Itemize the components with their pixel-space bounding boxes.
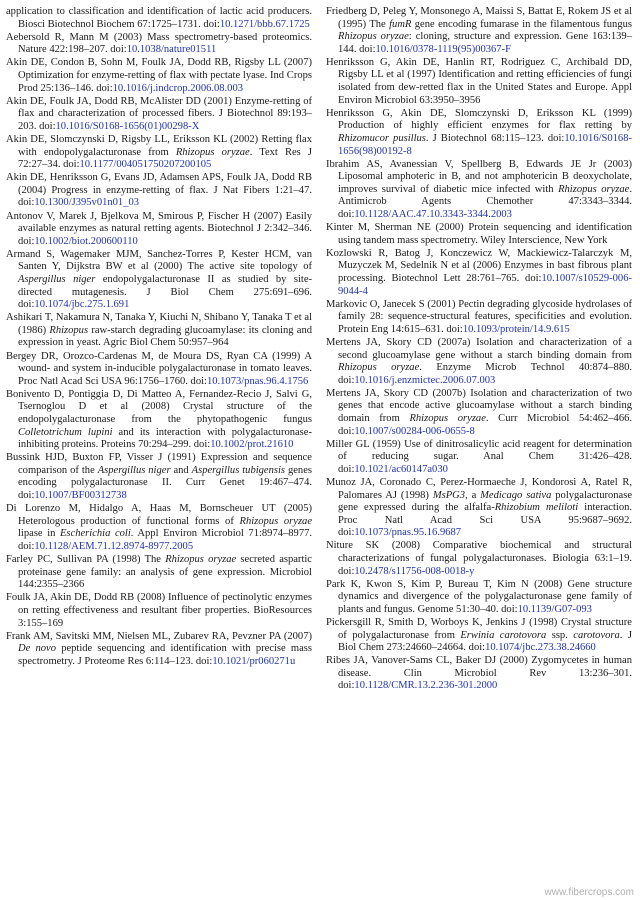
reference-text: Akin DE, Foulk JA, Dodd RB, McAlister DD (2001) Enzyme-retting of flax and characterization of processed fibers. J Biotechnol 89:193–203. doi:: [6, 95, 312, 132]
doi-link[interactable]: 10.1007/s10529-006-9044-4: [338, 272, 632, 297]
reference-entry: [6, 172, 312, 210]
reference-entry: [326, 439, 632, 477]
doi-link[interactable]: 10.1128/AAC.47.10.3343-3344.2003: [354, 209, 512, 220]
species-name: Rhizopus: [49, 324, 89, 336]
reference-text: . J Biotechnol 68:115–123. doi:: [425, 132, 565, 144]
species-name: Colletotrichum lupini: [18, 426, 113, 438]
doi-link[interactable]: 10.1300/J395v01n01_03: [34, 197, 140, 209]
reference-text: , a: [465, 489, 481, 501]
reference-text: Markovic O, Janecek S (2001) Pectin degrading glycoside hydrolases of family 28: sequence-structural features, specificities and evolution. Protein Eng 14:615–631. doi:: [326, 298, 632, 335]
reference-entry: [6, 503, 312, 553]
reference-entry: [326, 477, 632, 540]
reference-text: lipase in: [18, 528, 60, 540]
reference-text: Akin DE, Henriksson G, Evans JD, Adamsen APS, Foulk JA, Dodd RB (2004) Progress in enzyme-retting of flax. J Nat Fibers 1:21–47. doi:: [6, 172, 312, 209]
reference-text: . Text Res J 72:27–34. doi:: [18, 146, 312, 171]
reference-text: Henriksson G, Akin DE, Hanlin RT, Rodriguez C, Archibald DD, Rigsby LL et al (1997) Identification and retting efficiencies of fungi isolated from dew-retted flax in the United States and Europe. Appl Environ Microbiol 63:3950–3956: [326, 56, 632, 106]
reference-entry: [6, 6, 312, 31]
reference-text: endopolygalacturonase II as studied by site-directed mutagenesis. J Biol Chem 275:691–696. doi:: [18, 273, 313, 311]
reference-text: . Curr Microbiol 54:462–466. doi:: [338, 413, 633, 437]
doi-link[interactable]: 10.1007/s00284-006-0655-8: [354, 425, 475, 437]
reference-text: ssp.: [546, 629, 574, 641]
reference-text: Kinter M, Sherman NE (2000) Protein sequencing and identification using tandem mass spectrometry. Wiley Interscience, New York: [326, 222, 632, 246]
reference-entry: [326, 579, 632, 617]
reference-entry: [6, 57, 312, 95]
reference-entry: [6, 96, 312, 134]
doi-link[interactable]: 10.1128/CMR.13.2.236-301.2000: [354, 680, 498, 692]
species-name: Aspergillus niger: [97, 464, 171, 476]
reference-entry: [6, 351, 312, 389]
reference-text: Di Lorenzo M, Hidalgo A, Haas M, Bornscheuer UT (2005) Heterologous production of functional forms of: [6, 503, 312, 527]
doi-link[interactable]: 10.1002/prot.21610: [210, 439, 294, 451]
reference-text: and its interaction with polygalacturonase-inhibiting proteins. Proteins 70:294–299. doi:: [18, 426, 312, 451]
reference-entry: [6, 312, 312, 350]
reference-entry: [6, 32, 312, 57]
reference-text: . Antimicrob Agents Chemother 47:3343–3344. doi:: [338, 183, 632, 220]
reference-entry: [6, 249, 312, 312]
reference-entry: [326, 108, 632, 158]
doi-link[interactable]: 10.1073/pnas.95.16.9687: [354, 527, 462, 539]
doi-link[interactable]: 10.1016/j.enzmictec.2006.07.003: [354, 374, 496, 386]
reference-text: gene encoding fumarase in the filamentous fungus: [411, 18, 632, 30]
species-name: Aspergillus niger: [18, 273, 96, 285]
doi-link[interactable]: 10.1073/pnas.96.4.1756: [206, 375, 309, 387]
reference-entry: [6, 452, 312, 502]
reference-entry: [6, 389, 312, 452]
doi-link[interactable]: 10.1016/S0168-1656(98)00192-8: [338, 132, 632, 157]
doi-link[interactable]: 10.1074/jbc.275.1.691: [34, 299, 130, 311]
doi-link[interactable]: 10.1002/biot.200600110: [34, 235, 138, 247]
species-name: carotovora: [573, 629, 620, 641]
doi-link[interactable]: 10.2478/s11756-008-0018-y: [354, 565, 475, 577]
doi-link[interactable]: 10.1038/nature01511: [126, 44, 217, 56]
reference-text: Bonivento D, Pontiggia D, Di Matteo A, Fernandez-Recio J, Salvi G, Tsernoglou D et al (2008) Crystal structure of the endopolygalacturonase from the phytopathogenic fungus: [6, 388, 312, 425]
species-name: Aspergillus tubigensis: [191, 464, 286, 476]
species-name: Rhizopus oryzae: [239, 515, 313, 527]
reference-text: Niture SK (2008) Comparative biochemical and structural characterizations of fungal polygalacturonases. Biologia 63:1–19. doi:: [326, 540, 632, 577]
species-name: Rhizopus oryzae: [175, 146, 250, 158]
species-name: fumR: [389, 18, 412, 30]
reference-entry: [326, 337, 632, 387]
reference-text: Ibrahim AS, Avanessian V, Spellberg B, Edwards JE Jr (2003) Liposomal amphoteric in B, and not amphotericin B deoxycholate, improves survival of diabetic mice infected with: [326, 158, 632, 195]
reference-text: Aebersold R, Mann M (2003) Mass spectrometry-based proteomics. Nature 422:198–207. doi:: [6, 31, 312, 56]
reference-entry: [326, 248, 632, 298]
reference-text: Mertens JA, Skory CD (2007b) Isolation and characterization of two genes that encode active glucoamylase without a starch binding domain from: [326, 387, 632, 424]
reference-text: Farley PC, Sullivan PA (1998) The: [6, 554, 166, 566]
reference-text: . Appl Environ Microbiol 71:8974–8977. doi:: [18, 528, 313, 552]
species-name: Rhizopus oryzae: [338, 31, 409, 43]
reference-entry: [326, 299, 632, 337]
reference-text: peptide sequencing and identification with precise mass spectrometry. J Proteome Res 6:114–123. doi:: [18, 643, 312, 667]
doi-link[interactable]: 10.1128/AEM.71.12.8974-8977.2005: [34, 540, 194, 552]
reference-text: . J Biol Chem 273:24660–24664. doi:: [338, 629, 632, 654]
species-name: Rhizopus oryzae: [165, 554, 237, 566]
reference-text: Pickersgill R, Smith D, Worboys K, Jenkins J (1998) Crystal structure of polygalacturonase from: [326, 617, 632, 641]
reference-columns: [6, 6, 632, 900]
doi-link[interactable]: 10.1021/ac60147a030: [354, 463, 448, 475]
species-name: Medicago sativa: [480, 489, 552, 501]
reference-text: Akin DE, Condon B, Sohn M, Foulk JA, Dodd RB, Rigsby LL (2007) Optimization for enzyme-retting of flax with pectate lyase. Ind Crops Prod 25:136–146. doi:: [6, 57, 312, 94]
reference-text: genes encoding polygalacturonase II. Curr Genet 19:467–474. doi:: [18, 464, 312, 502]
doi-link[interactable]: 10.1007/BF00312738: [34, 490, 127, 502]
reference-text: Henriksson G, Akin DE, Slomczynski D, Eriksson KL (1999) Production of highly efficient enzymes for flax retting by: [326, 107, 632, 132]
reference-text: Miller GL (1959) Use of dinitrosalicylic acid reagent for determination of reducing sugar. Anal Chem 31:426–428. doi:: [326, 438, 632, 475]
species-name: Escherichia coli: [59, 528, 131, 540]
species-name: Rhizopus oryzae: [409, 413, 486, 424]
reference-entry: [326, 655, 632, 693]
doi-link[interactable]: 10.1093/protein/14.9.615: [462, 323, 570, 335]
doi-link[interactable]: 10.1016/j.indcrop.2006.08.003: [112, 82, 244, 94]
reference-text: . Enzyme Microb Technol 40:874–880. doi:: [338, 362, 632, 386]
reference-text: Kozlowski R, Batog J, Konczewicz W, Mackiewicz-Talarczyk M, Muzyczek M, Sedelnik N et al (2006) Enzymes in bast fibrous plant processing. Biotechnol Lett 28:761–765. doi:: [326, 247, 632, 284]
reference-entry: [326, 222, 632, 247]
reference-text: : cloning, structure and expression. Gene 163:139–144. doi:: [338, 31, 632, 55]
reference-entry: [326, 159, 632, 222]
reference-text: interaction. Proc Natl Acad Sci USA 95:9687–9692. doi:: [338, 502, 632, 539]
doi-link[interactable]: 10.1021/pr060271u: [212, 655, 296, 667]
reference-text: Bussink HJD, Buxton FP, Visser J (1991) Expression and sequence comparison of the: [6, 452, 312, 476]
doi-link[interactable]: 10.1139/G07-093: [517, 603, 592, 615]
reference-text: Akin DE, Slomczynski D, Rigsby LL, Eriksson KL (2002) Retting flax with endopolygalacturonase from: [6, 133, 312, 158]
reference-text: application to classification and identification of lactic acid producers. Biosci Biotechnol Biochem 67:1725–1731. doi:: [6, 6, 312, 30]
reference-entry: [6, 631, 312, 669]
species-name: MsPG3: [432, 489, 466, 501]
reference-text: Ashikari T, Nakamura N, Tanaka Y, Kiuchi N, Shibano Y, Tanaka T et al (1986): [6, 312, 312, 336]
reference-text: raw-starch degrading glucoamylase: its cloning and expression in yeast. Agric Biol Chem 50:957–964: [18, 324, 312, 349]
reference-text: Park K, Kwon S, Kim P, Bureau T, Kim N (2008) Gene structure dynamics and divergence of the polygalacturonase gene family of plants and fungus. Genome 51:30–40. doi:: [326, 578, 632, 615]
reference-entry: [326, 617, 632, 655]
reference-text: Frank AM, Savitski MM, Nielsen ML, Zubarev RA, Pevzner PA (2007): [6, 630, 312, 642]
reference-text: Bergey DR, Orozco-Cardenas M, de Moura DS, Ryan CA (1999) A wound- and system in-inducible polygalacturonase in tomato leaves. Proc Natl Acad Sci USA 96:1756–1760. doi:: [6, 350, 312, 387]
reference-text: Foulk JA, Akin DE, Dodd RB (2008) Influence of pectinolytic enzymes on retting effectiveness and resultant fiber properties. BioResources 3:155–169: [6, 592, 312, 629]
reference-entry: [6, 134, 312, 172]
reference-entry: [6, 211, 312, 249]
reference-entry: [326, 6, 632, 56]
reference-entry: [326, 388, 632, 438]
left-column: [6, 6, 312, 900]
reference-text: Antonov V, Marek J, Bjelkova M, Smirous P, Fischer H (2007) Easily available enzymes as natural retting agents. Biotechnol J 2:342–346. doi:: [6, 210, 312, 247]
doi-link[interactable]: 10.1177/004051750207200105: [79, 159, 212, 171]
species-name: De novo: [18, 643, 56, 655]
species-name: Erwinia carotovora: [460, 629, 547, 641]
doi-link[interactable]: 10.1074/jbc.273.38.24660: [485, 642, 596, 654]
reference-entry: [326, 57, 632, 107]
right-column: [326, 6, 632, 900]
species-name: Rhizomucor pusillus: [338, 132, 426, 144]
doi-link[interactable]: 10.1271/bbb.67.1725: [219, 18, 310, 30]
reference-text: and: [170, 464, 192, 476]
watermark: www.fibercrops.com: [544, 887, 634, 898]
reference-entry: [326, 540, 632, 578]
reference-text: secreted aspartic proteinase gene family: an analysis of gene expression. Microbiol 144:2355–2366: [18, 554, 312, 591]
reference-text: Armand S, Wagemaker MJM, Sanchez-Torres P, Kester HCM, van Santen Y, Dijkstra BW et al (2000) The active site topology of: [6, 248, 312, 273]
species-name: Rhizobium meliloti: [494, 502, 579, 514]
reference-entry: [6, 554, 312, 592]
species-name: Rhizopus oryzae: [558, 183, 630, 195]
species-name: Rhizopus oryzae: [338, 362, 420, 374]
reference-text: Mertens JA, Skory CD (2007a) Isolation and characterization of a second glucoamylase gene without a starch binding domain from: [326, 336, 632, 361]
reference-entry: [6, 592, 312, 630]
reference-text: Ribes JA, Vanover-Sams CL, Baker DJ (2000) Zygomycetes in human disease. Clin Microbiol Rev 13:236–301. doi:: [326, 655, 632, 692]
doi-link[interactable]: 10.1016/S0168-1656(01)00298-X: [55, 120, 200, 132]
reference-text: Munoz JA, Coronado C, Perez-Hormaeche J, Kondorosi A, Ratel R, Palomares AJ (1998): [326, 476, 632, 501]
doi-link[interactable]: 10.1016/0378-1119(95)00367-F: [375, 43, 511, 55]
reference-text: polygalacturonase gene expressed during the alfalfa-: [338, 489, 632, 514]
reference-text: Friedberg D, Peleg Y, Monsonego A, Maissi S, Battat E, Rokem JS et al (1995) The: [326, 6, 632, 30]
